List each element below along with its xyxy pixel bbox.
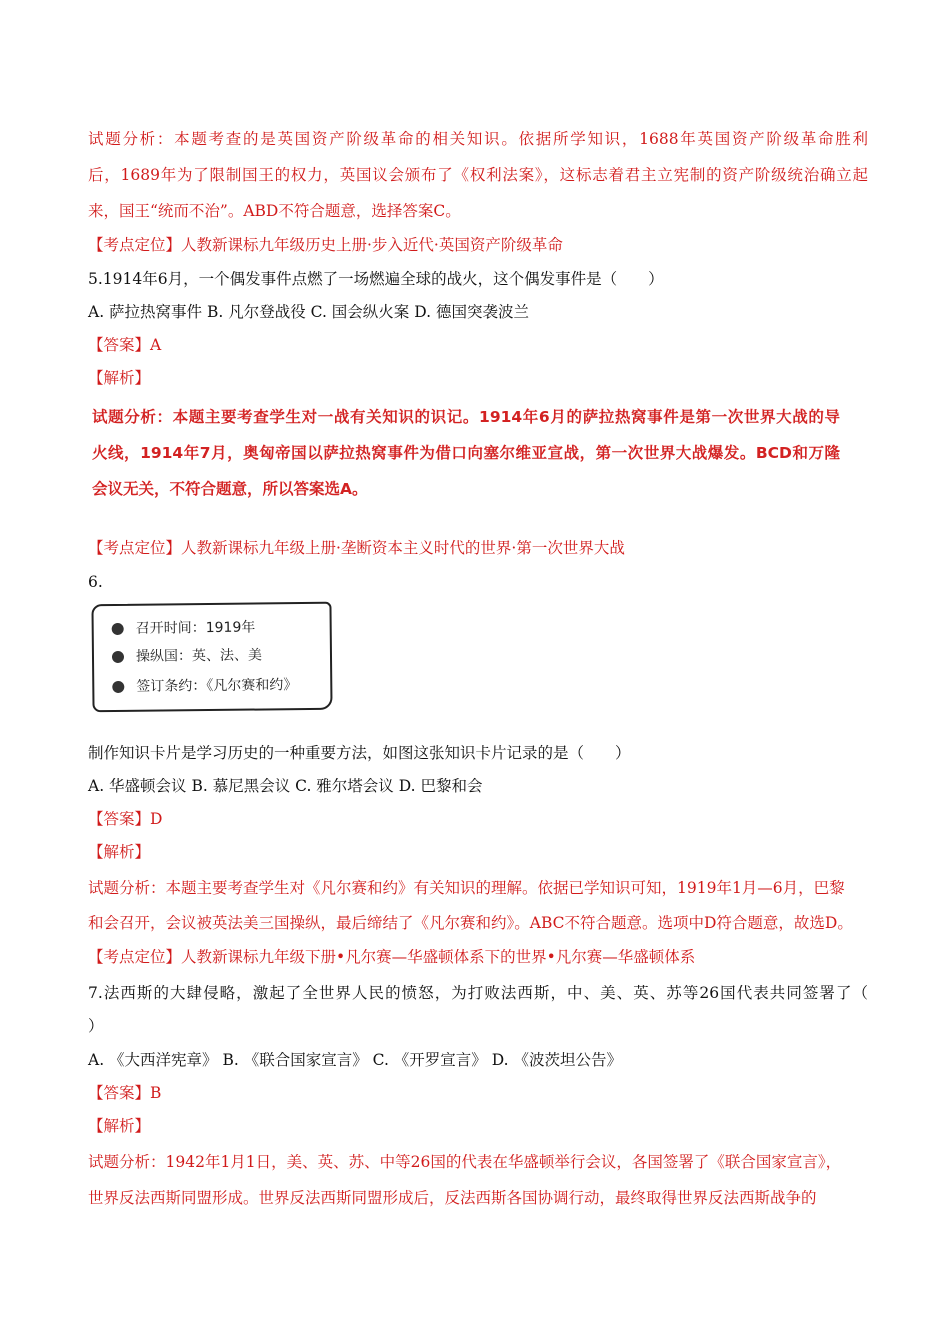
question-7-stem-close: ） (88, 1017, 104, 1035)
kaodian-line: 【考点定位】人教新课标九年级历史上册·步入近代·英国资产阶级革命 (88, 236, 563, 254)
question-5-options: A. 萨拉热窝事件 B. 凡尔登战役 C. 国会纵火案 D. 德国突袭波兰 (88, 303, 529, 321)
question-6-options: A. 华盛顿会议 B. 慕尼黑会议 C. 雅尔塔会议 D. 巴黎和会 (88, 777, 483, 795)
question-7-options: A. 《大西洋宪章》 B. 《联合国家宣言》 C. 《开罗宣言》 D. 《波茨坦公告》 (88, 1051, 622, 1069)
question-7-answer: 【答案】B (88, 1084, 162, 1102)
question-6-stem: 制作知识卡片是学习历史的一种重要方法，如图这张知识卡片记录的是（ ） (88, 744, 631, 762)
question-6-jiexi-label: 【解析】 (88, 843, 151, 861)
question-7-analysis-line: 试题分析：1942年1月1日，美、英、苏、中等26国的代表在华盛顿举行会议，各国签署了《联合国家宣言》， (88, 1153, 842, 1171)
card-row (112, 674, 297, 698)
analysis-line: 后，1689年为了限制国王的权力，英国议会颁布了《权利法案》，这标志着君主立宪制的资产阶级统治确立起 (88, 166, 868, 184)
card-row-text: 签订条约：《凡尔赛和约》 (136, 677, 298, 695)
bullet-icon (112, 681, 124, 693)
knowledge-card-image (91, 602, 332, 713)
question-5-stem: 5.1914年6月，一个偶发事件点燃了一场燃遍全球的战火，这个偶发事件是（ ） (88, 270, 664, 288)
question-6-number: 6. (88, 573, 103, 591)
card-row (112, 617, 256, 641)
card-row-text: 召开时间：1919年 (135, 619, 256, 637)
question-6-analysis-line: 试题分析：本题主要考查学生对《凡尔赛和约》有关知识的理解。依据已学知识可知，1919年1月—6月，巴黎 (88, 879, 845, 897)
card-row (112, 644, 262, 668)
question-5-jiexi-label: 【解析】 (88, 369, 151, 387)
question-5-analysis-line: 会议无关，不符合题意，所以答案选A。 (92, 480, 368, 498)
question-7-analysis-line: 世界反法西斯同盟形成。世界反法西斯同盟形成后，反法西斯各国协调行动，最终取得世界反法西斯战争的 (88, 1189, 817, 1207)
bullet-icon (112, 623, 124, 635)
question-7-stem: 7.法西斯的大肆侵略，激起了全世界人民的愤怒，为打败法西斯，中、美、英、苏等26国代表共同签署了（ (88, 984, 868, 1002)
card-row-text: 操纵国：英、法、美 (135, 647, 263, 665)
analysis-line: 试题分析：本题考查的是英国资产阶级革命的相关知识。依据所学知识，1688年英国资产阶级革命胜利 (88, 130, 868, 148)
question-5-kaodian: 【考点定位】人教新课标九年级上册·垄断资本主义时代的世界·第一次世界大战 (88, 539, 625, 557)
question-7-jiexi-label: 【解析】 (88, 1117, 151, 1135)
question-6-kaodian: 【考点定位】人教新课标九年级下册•凡尔赛—华盛顿体系下的世界•凡尔赛—华盛顿体系 (88, 948, 696, 966)
question-6-analysis-line: 和会召开，会议被英法美三国操纵，最后缔结了《凡尔赛和约》。ABC不符合题意。选项中D符合题意，故选D。 (88, 914, 853, 932)
question-5-analysis-line: 试题分析：本题主要考查学生对一战有关知识的识记。1914年6月的萨拉热窝事件是第一次世界大战的导 (92, 408, 840, 426)
bullet-icon (112, 651, 124, 663)
question-5-analysis-line: 火线，1914年7月，奥匈帝国以萨拉热窝事件为借口向塞尔维亚宣战，第一次世界大战爆发。BCD和万隆 (92, 444, 840, 462)
analysis-line: 来，国王“统而不治”。ABD不符合题意，选择答案C。 (88, 202, 461, 220)
question-6-answer: 【答案】D (88, 810, 163, 828)
question-5-answer: 【答案】A (88, 336, 162, 354)
